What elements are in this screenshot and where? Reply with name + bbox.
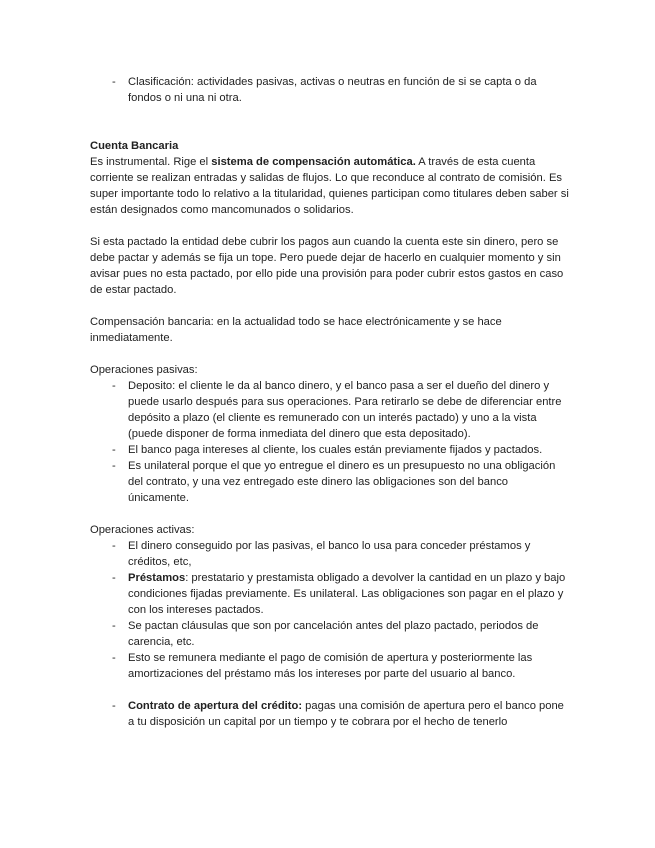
list-item-dinero-conseguido: - El dinero conseguido por las pasivas, el banco lo usa para conceder préstamos y créditos, etc, bbox=[90, 538, 570, 570]
spacer bbox=[90, 106, 570, 122]
spacer bbox=[90, 218, 570, 234]
list-item-clasificacion: - Clasificación: actividades pasivas, activas o neutras en función de si se capta o da fondos o ni una ni otra. bbox=[90, 74, 570, 106]
section-title-operaciones-activas: Operaciones activas: bbox=[90, 524, 195, 536]
bold-term-contrato: Contrato de apertura del crédito: bbox=[128, 700, 303, 712]
spacer bbox=[90, 122, 570, 138]
bold-term-prestamos: Préstamos bbox=[128, 572, 186, 584]
pasivas-list bbox=[90, 378, 570, 506]
contrato-list bbox=[90, 698, 570, 730]
list-item-contrato-apertura bbox=[90, 698, 570, 730]
list-item-text: : prestatario y prestamista obligado a devolver la cantidad en un plazo y bajo condiciones fijadas previamente. Es unilateral. Las obligaciones son pagar en el plazo y con los intereses pactados. bbox=[128, 572, 566, 616]
paragraph-cuenta-instrumental bbox=[90, 154, 570, 218]
list-item-intereses: - El banco paga intereses al cliente, los cuales están previamente fijados y pactados. bbox=[90, 442, 570, 458]
list-item-prestamos bbox=[90, 570, 570, 618]
spacer bbox=[90, 298, 570, 314]
paragraph-compensacion-bancaria: Compensación bancaria: en la actualidad todo se hace electrónicamente y se hace inmediatamente. bbox=[90, 316, 502, 344]
bold-term-compensacion: sistema de compensación automática. bbox=[211, 156, 416, 168]
spacer bbox=[90, 346, 570, 362]
list-item-clausulas: - Se pactan cláusulas que son por cancelación antes del plazo pactado, periodos de carencia, etc. bbox=[90, 618, 570, 650]
paragraph-pactado: Si esta pactado la entidad debe cubrir los pagos aun cuando la cuenta este sin dinero, pero se debe pactar y además se fija un tope. Pero puede dejar de hacerlo en cualquier momento y sin avisar pues no esta pactado, por ello pide una provisión para poder cubrir estos gastos en caso de estar pactado. bbox=[90, 236, 564, 296]
list-item-unilateral: - Es unilateral porque el que yo entregue el dinero es un presupuesto no una obligación del contrato, y una vez entregado este dinero las obligaciones son del banco únicamente. bbox=[90, 458, 570, 506]
section-heading-cuenta-bancaria: Cuenta Bancaria bbox=[90, 140, 179, 152]
list-item-remuneracion: - Esto se remunera mediante el pago de comisión de apertura y posteriormente las amortizaciones del préstamo más los intereses por parte del usuario al banco. bbox=[90, 650, 570, 682]
spacer bbox=[90, 682, 570, 698]
paragraph-text: Es instrumental. Rige el bbox=[90, 156, 212, 168]
list-item-deposito: - Deposito: el cliente le da al banco dinero, y el banco pasa a ser el dueño del dinero y puede usarlo después para sus operaciones. Para retirarlo se debe de diferenciar entre depósito a plazo (el cliente es remunerado con un interés pactado) y uno a la vista (puede disponer de forma inmediata del dinero que esta depositado). bbox=[90, 378, 570, 442]
paragraph-text: A través de esta cuenta corriente se realizan entradas y salidas de flujos. Lo que reconduce al contrato de comisión. Es super importante todo lo relativo a la titularidad, quienes participan como titulares deben saber si están designados como mancomunados o solidarios. bbox=[90, 156, 569, 216]
top-list bbox=[90, 74, 570, 106]
list-item-text: pagas una comisión de apertura pero el banco pone a tu disposición un capital por un tiempo y te cobrara por el hecho de tenerlo bbox=[128, 700, 564, 728]
spacer bbox=[90, 506, 570, 522]
section-title-operaciones-pasivas: Operaciones pasivas: bbox=[90, 364, 198, 376]
activas-list bbox=[90, 538, 570, 682]
document-page bbox=[90, 74, 570, 730]
